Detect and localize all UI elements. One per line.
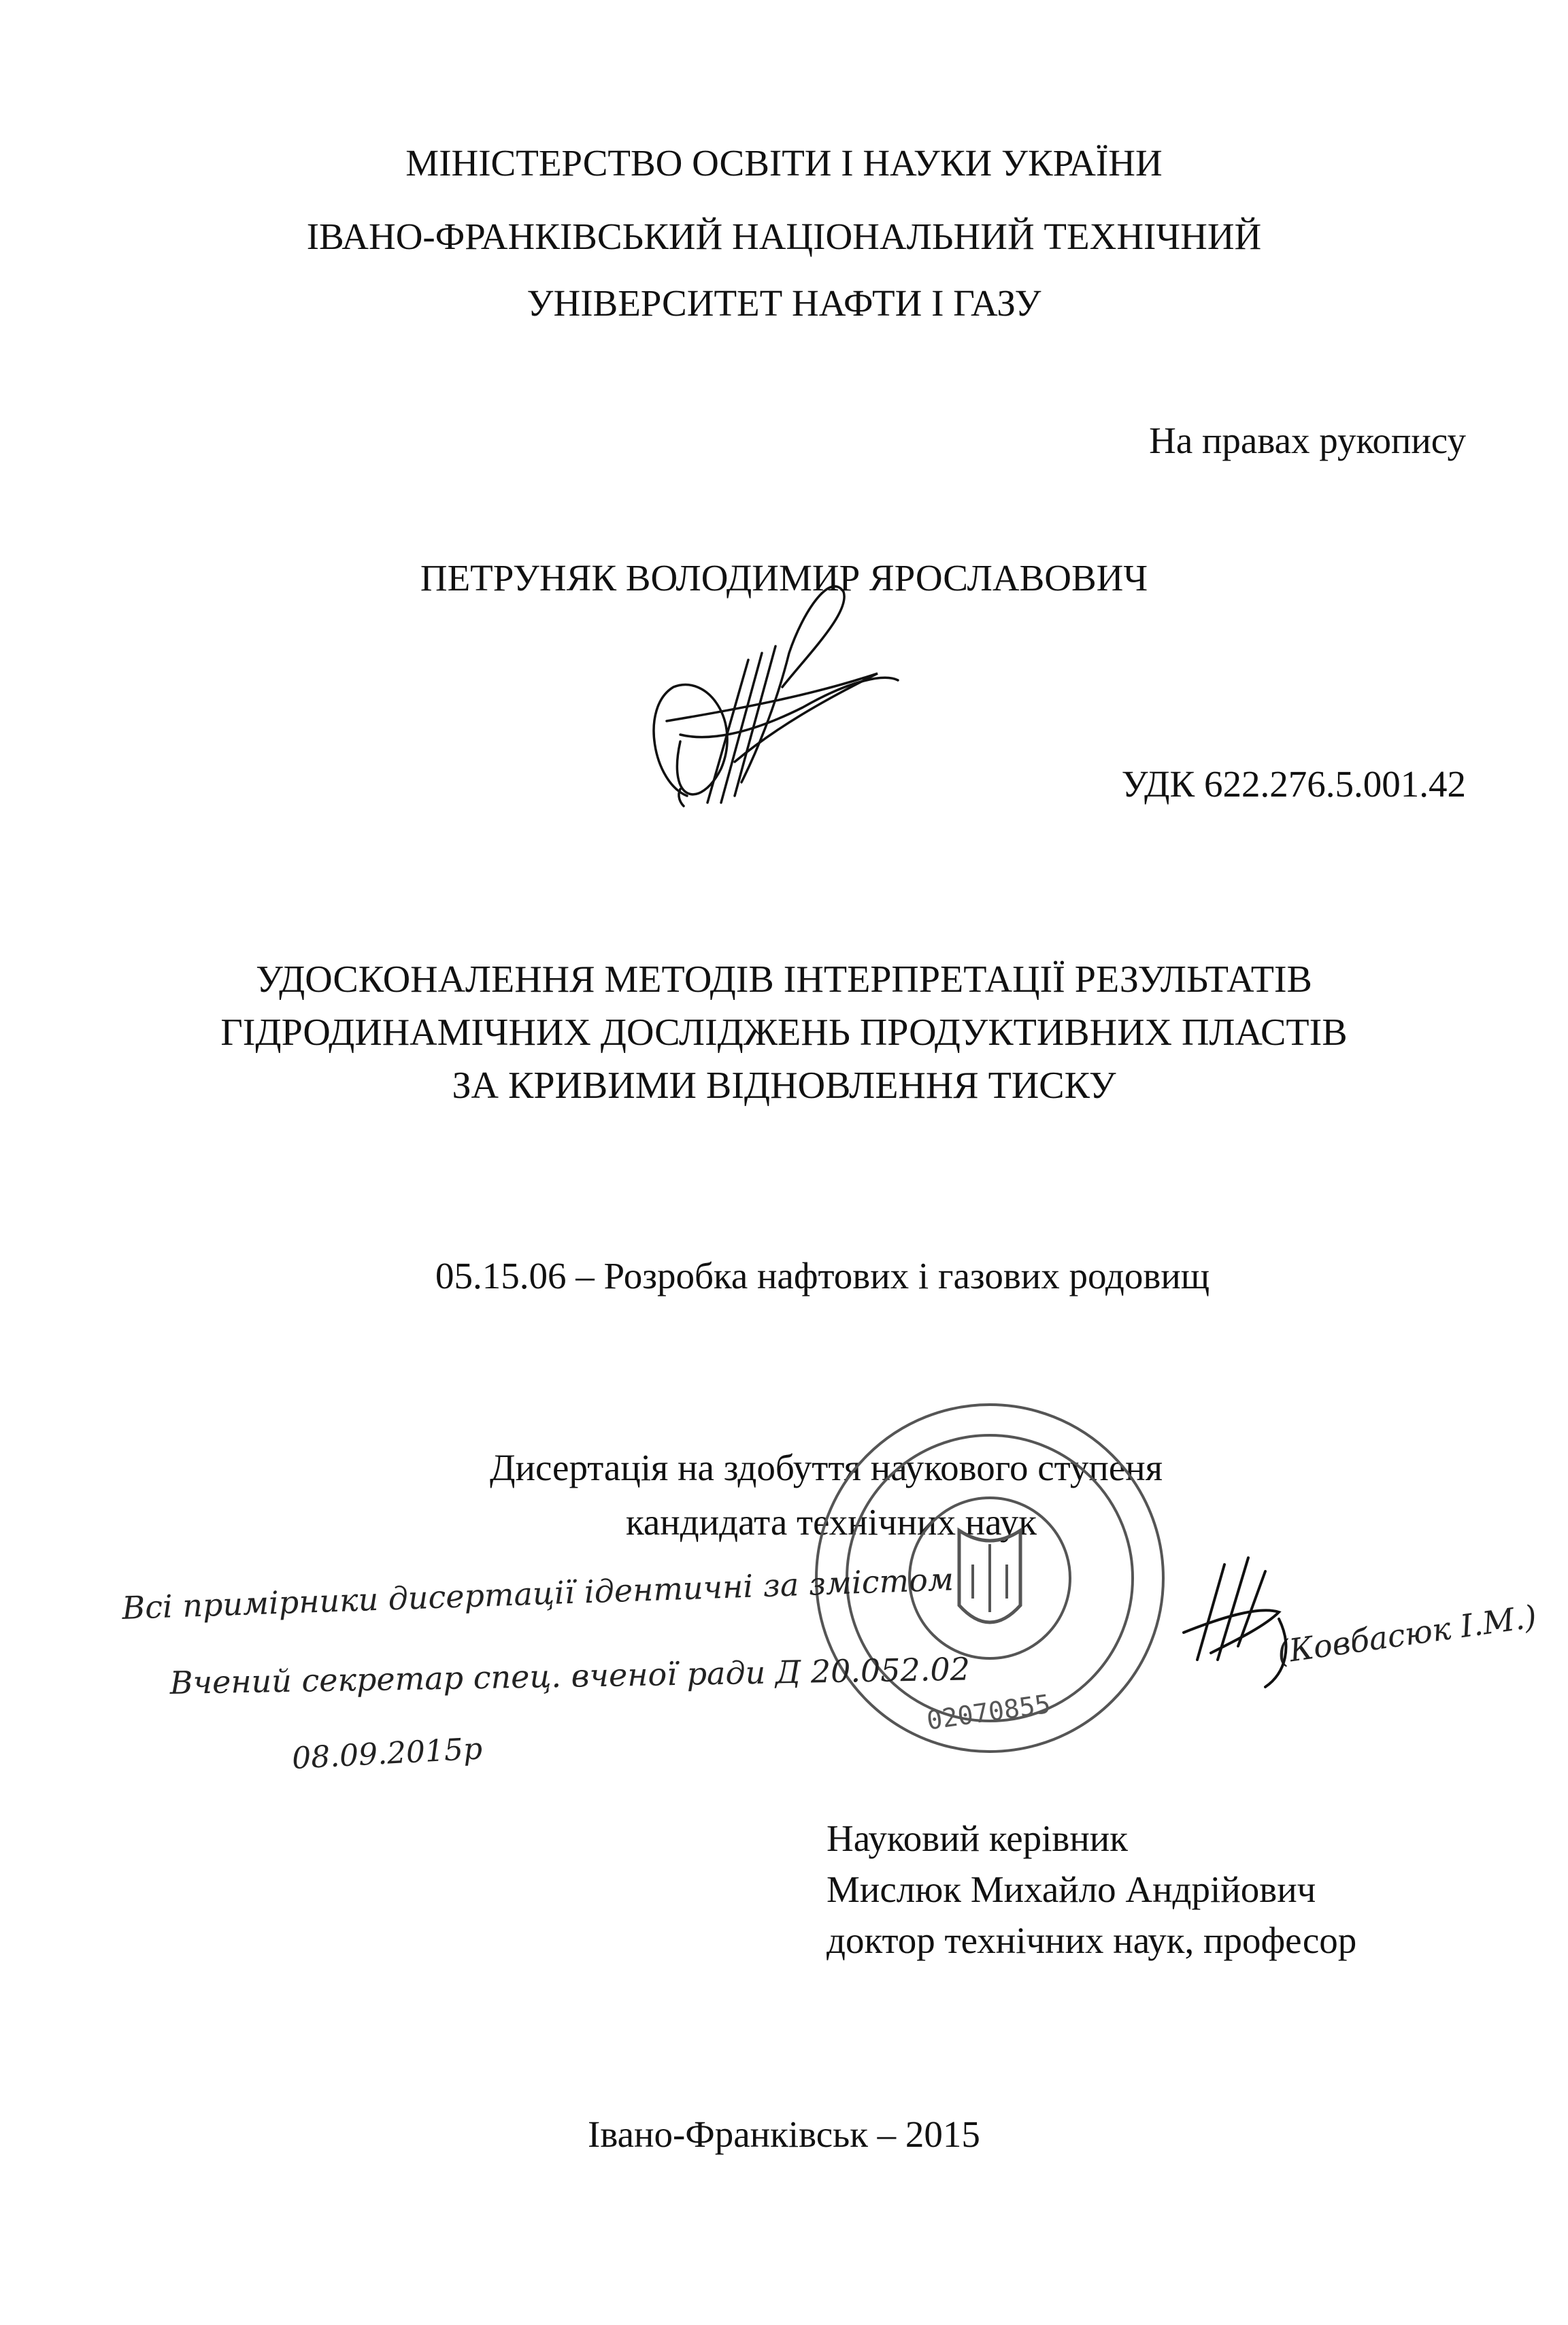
university-name-line-1: ІВАНО-ФРАНКІВСЬКИЙ НАЦІОНАЛЬНИЙ ТЕХНІЧНИЙ [306,216,1262,257]
ministry-name: МІНІСТЕРСТВО ОСВІТИ І НАУКИ УКРАЇНИ [405,142,1163,184]
degree-statement-line-2: кандидата технічних наук [626,1501,1037,1543]
handwritten-certification [120,1560,1539,1776]
handwritten-note-line-2: Вчений секретар спец. вченої ради Д 20.052.02 [169,1650,971,1701]
thesis-title-line-2: ГІДРОДИНАМІЧНИХ ДОСЛІДЖЕНЬ ПРОДУКТИВНИХ ПЛАСТІВ [220,1011,1348,1054]
supervisor-label: Науковий керівник [827,1818,1128,1859]
supervisor-degree: доктор технічних наук, професор [827,1920,1357,1961]
thesis-title-line-1: УДОСКОНАЛЕННЯ МЕТОДІВ ІНТЕРПРЕТАЦІЇ РЕЗУЛЬТАТІВ [256,958,1312,1001]
udk-code: УДК 622.276.5.001.42 [1121,763,1466,805]
university-name-line-2: УНІВЕРСИТЕТ НАФТИ І ГАЗУ [527,282,1041,324]
author-signature [654,586,898,806]
secretary-signature [1184,1558,1286,1687]
handwritten-note-line-1: Всі примірники дисертації ідентичні за змістом [121,1560,954,1626]
place-and-year: Івано-Франківськ – 2015 [588,2113,980,2155]
supervisor-name: Мислюк Михайло Андрійович [827,1869,1316,1910]
degree-statement-line-1: Дисертація на здобуття наукового ступеня [490,1447,1163,1488]
specialty-code: 05.15.06 – Розробка нафтових і газових родовищ [435,1255,1210,1297]
stamp-number: 02070855 [924,1688,1052,1736]
manuscript-rights-note: На правах рукопису [1149,420,1466,461]
author-name: ПЕТРУНЯК ВОЛОДИМИР ЯРОСЛАВОВИЧ [420,557,1148,599]
handwritten-note-date: 08.09.2015р [290,1731,484,1776]
handwritten-note-name: (Ковбасюк І.М.) [1275,1597,1539,1671]
thesis-title-line-3: ЗА КРИВИМИ ВІДНОВЛЕННЯ ТИСКУ [452,1065,1116,1107]
